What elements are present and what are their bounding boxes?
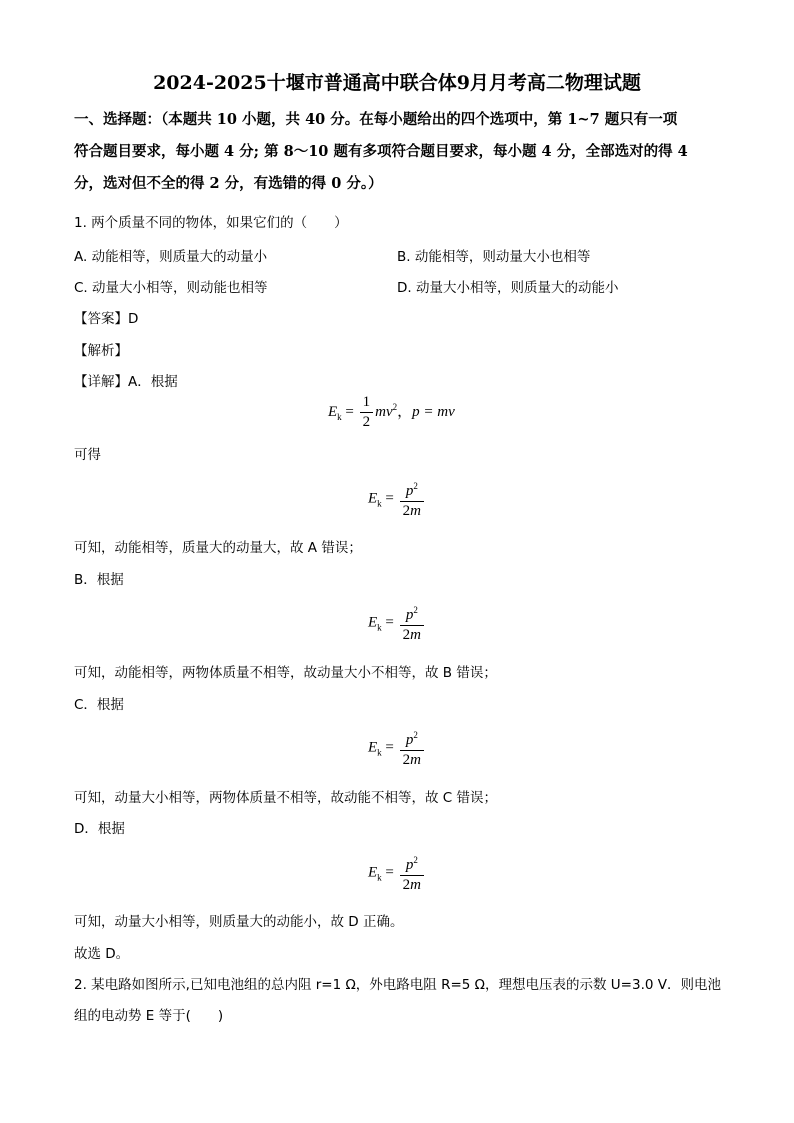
- question-2-line-2: 组的电动势 E 等于( ): [74, 1008, 224, 1024]
- option-d: D. 动量大小相等，则质量大的动能小: [397, 280, 619, 296]
- answer-label: 【答案】D: [74, 311, 139, 327]
- detail-d-label: D．根据: [74, 821, 125, 837]
- option-b: B. 动能相等，则动量大小也相等: [397, 249, 591, 265]
- analysis-label: 【解析】: [74, 343, 128, 359]
- conclusion-d: 可知，动量大小相等，则质量大的动能小，故 D 正确。: [74, 914, 404, 930]
- final-choice: 故选 D。: [74, 946, 130, 962]
- formula-ek-p-squared-3: $E_k$ = $\frac{p^2}{2m}$: [368, 727, 426, 769]
- page-title: 2024-2025十堰市普通高中联合体9月月考高二物理试题: [153, 72, 641, 94]
- detail-a-label: 【详解】A．根据: [74, 374, 178, 390]
- detail-b-label: B．根据: [74, 572, 124, 588]
- option-a: A. 动能相等，则质量大的动量小: [74, 249, 268, 265]
- section-instructions-line-2: 符合题目要求，每小题 4 分; 第 8～10 题有多项符合题目要求，每小题 4 分，全部选对的得 4: [74, 143, 688, 160]
- section-instructions-line-3: 分，选对但不全的得 2 分，有选错的得 0 分。）: [74, 175, 383, 192]
- question-1-stem: 1. 两个质量不同的物体，如果它们的（ ）: [74, 215, 348, 231]
- conclusion-b: 可知，动能相等，两物体质量不相等，故动量大小不相等，故 B 错误；: [74, 665, 497, 681]
- formula-kinetic-energy-and-momentum: $E_k$ = $\frac{1}{2}$ $mv^2$，p = mv: [328, 394, 455, 430]
- conclusion-c: 可知，动量大小相等，两物体质量不相等，故动能不相等，故 C 错误；: [74, 790, 498, 806]
- formula-ek-p-squared-2: $E_k$ = $\frac{p^2}{2m}$: [368, 602, 426, 644]
- formula-ek-p-squared-1: $E_k$ = $\frac{p^2}{2m}$: [368, 478, 426, 520]
- conclusion-a: 可知，动能相等，质量大的动量大，故 A 错误；: [74, 540, 362, 556]
- detail-c-label: C．根据: [74, 697, 124, 713]
- question-2-line-1: 2. 某电路如图所示,已知电池组的总内阻 r=1 Ω，外电路电阻 R=5 Ω，理想电压表的示数 U=3.0 V．则电池: [74, 977, 721, 993]
- formula-ek-p-squared-4: $E_k$ = $\frac{p^2}{2m}$: [368, 852, 426, 894]
- option-c: C. 动量大小相等，则动能也相等: [74, 280, 268, 296]
- section-instructions-line-1: 一、选择题：（本题共 10 小题，共 40 分。在每小题给出的四个选项中，第 1~7 题只有一项: [74, 111, 678, 128]
- kede-text: 可得: [74, 447, 101, 463]
